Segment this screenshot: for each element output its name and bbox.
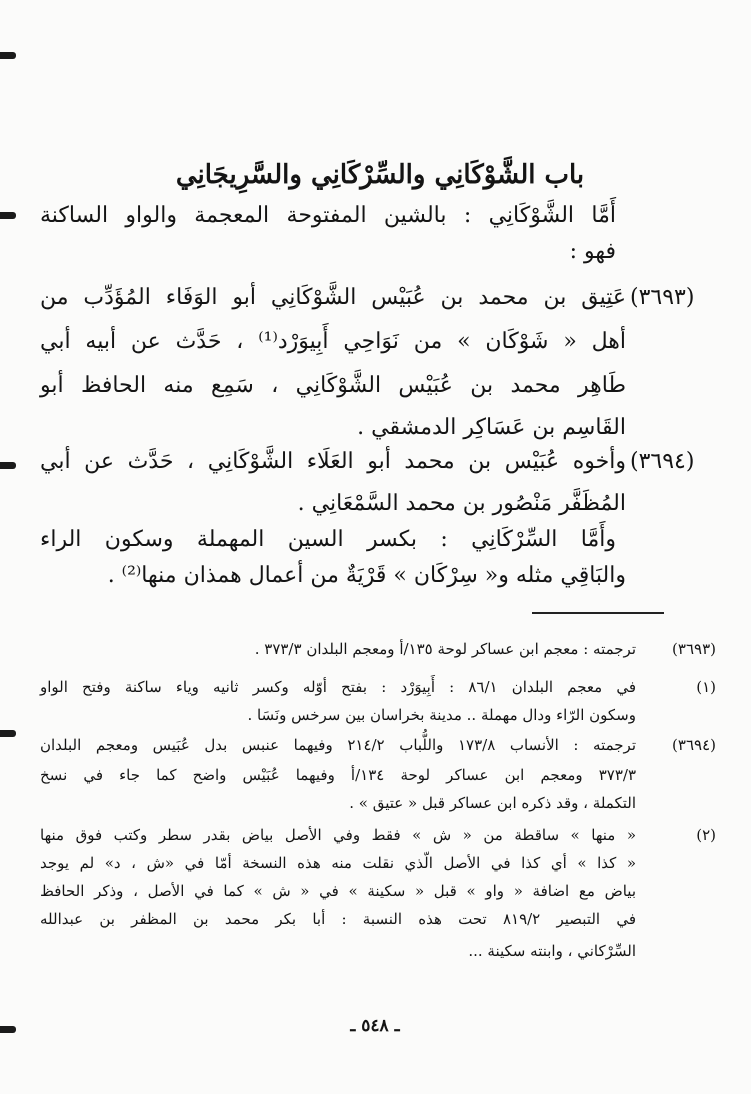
- entry-line-text: أهل « شَوْكَان » من نَوَاحِي أَبِيوَرْد⁽¹⁾ ، حَدَّث عن أبيه أبي: [40, 329, 626, 354]
- footnote-line-text: ٣٧٣/٣ ومعجم ابن عساكر لوحة ١٣٤/أ وفيهما عُبَيْس واضح كما جاء في نسخ: [40, 766, 637, 784]
- entry-line: [40, 324, 716, 360]
- footnote-line: [40, 730, 716, 760]
- footnote-line: [40, 820, 716, 850]
- footnote-line-text: في التبصير ٨١٩/٢ تحت هذه النسبة : أبا بكر محمد بن المظفر بن عبدالله: [40, 910, 636, 928]
- footnote-line-text: ترجمته : معجم ابن عساكر لوحة ١٣٥/أ ومعجم البلدان ٣٧٣/٣ .: [254, 640, 636, 658]
- footnote-line: [40, 672, 716, 702]
- footnote-label: (٣٦٩٣): [672, 640, 716, 658]
- footnote-line-text: « كذا » أي كذا في الأصل الّذي نقلت منه هذه النسخة أمّا في «ش ، د» لم يوجد: [40, 854, 636, 872]
- footnote-line-text: ترجمته : الأنساب ١٧٣/٨ واللُّباب ٢١٤/٢ وفيهما عنبس بدل عُبَيس ومعجم البلدان: [40, 736, 637, 754]
- scan-edge-mark: [0, 52, 16, 59]
- footnote-label: (٣٦٩٤): [672, 736, 716, 754]
- scan-edge-mark: [0, 212, 16, 219]
- footnote-line: [40, 634, 716, 664]
- entry-line: [40, 410, 716, 446]
- footnote-line-text: في معجم البلدان ٨٦/١ : أَبِيوَرْد : بفتح أوّله وكسر ثانيه وياء ساكنة وفتح الواو: [40, 678, 636, 696]
- entry-line: [40, 486, 716, 522]
- entry-number: (٣٦٩٤): [630, 449, 695, 474]
- footnote-line: [40, 848, 716, 878]
- entry-line: [40, 444, 716, 480]
- entry-line-text: القَاسِم بن عَسَاكِر الدمشقي .: [357, 415, 626, 440]
- footnote-line: [40, 936, 716, 966]
- entry-line: [40, 368, 716, 404]
- entry-number: (٣٦٩٣): [630, 285, 695, 310]
- closing-line: [40, 522, 716, 558]
- footnote-line-text: بياض مع اضافة « واو » قبل « سكينة » في « ش » كما في الأصل ، وذكر الحافظ: [40, 882, 636, 900]
- footnote-line: [40, 904, 716, 934]
- intro-line: [40, 234, 716, 270]
- page-title: باب الشَّوْكَانِي والسِّرْكَانِي والسَّرِيجَانِي: [175, 160, 585, 190]
- footnote-line: [40, 788, 716, 818]
- footnote-line-text: التكملة ، وقد ذكره ابن عساكر قبل « عتيق » .: [349, 794, 636, 812]
- entry-line-text: طَاهِر محمد بن عُبَيْس الشَّوْكَانِي ، سَمِع منه الحافظ أبو: [40, 373, 626, 398]
- footnote-line: [40, 700, 716, 730]
- footnote-line: [40, 760, 716, 790]
- footnote-line: [40, 876, 716, 906]
- closing-line-text: وأَمَّا السِّرْكَانِي : بكسر السين المهملة وسكون الراء: [40, 527, 616, 552]
- intro-line-text: أَمَّا الشَّوْكَانِي : بالشين المفتوحة المعجمة والواو الساكنة: [40, 203, 616, 228]
- scan-edge-mark: [0, 462, 16, 469]
- footnote-line-text: « منها » ساقطة من « ش » فقط وفي الأصل بياض بقدر سطر وكتب فوق منها: [40, 826, 636, 844]
- entry-line-text: المُظَفَّر مَنْصُور بن محمد السَّمْعَانِي .: [297, 491, 626, 516]
- entry-line-text: وأخوه عُبَيْس بن محمد أبو العَلَاء الشَّوْكَانِي ، حَدَّث عن أبي: [40, 449, 626, 474]
- scan-edge-mark: [0, 730, 16, 737]
- intro-line-text: فهو :: [569, 239, 616, 264]
- intro-line: [40, 198, 716, 234]
- closing-line: [40, 558, 716, 594]
- footnote-line-text: وسكون الرّاء ودال مهملة .. مدينة بخراسان بين سرخس ونَسَا .: [247, 706, 636, 724]
- closing-line-text: والبَاقِي مثله و« سِرْكَان » قَرْيَةٌ من أعمال همذان منها⁽²⁾ .: [107, 563, 626, 588]
- entry-line: [40, 280, 716, 316]
- footnote-label: (١): [696, 678, 716, 696]
- scan-edge-mark: [0, 1026, 16, 1033]
- page-number: ـ ٥٤٨ ـ: [350, 1016, 400, 1036]
- entry-line-text: عَتِيق بن محمد بن عُبَيْس الشَّوْكَانِي أبو الوَفَاء المُؤَدِّب من: [40, 285, 626, 310]
- footnote-separator: [532, 612, 664, 614]
- footnote-line-text: السِّرْكاني ، وابنته سكينة ...: [468, 942, 636, 960]
- footnote-label: (٢): [696, 826, 716, 844]
